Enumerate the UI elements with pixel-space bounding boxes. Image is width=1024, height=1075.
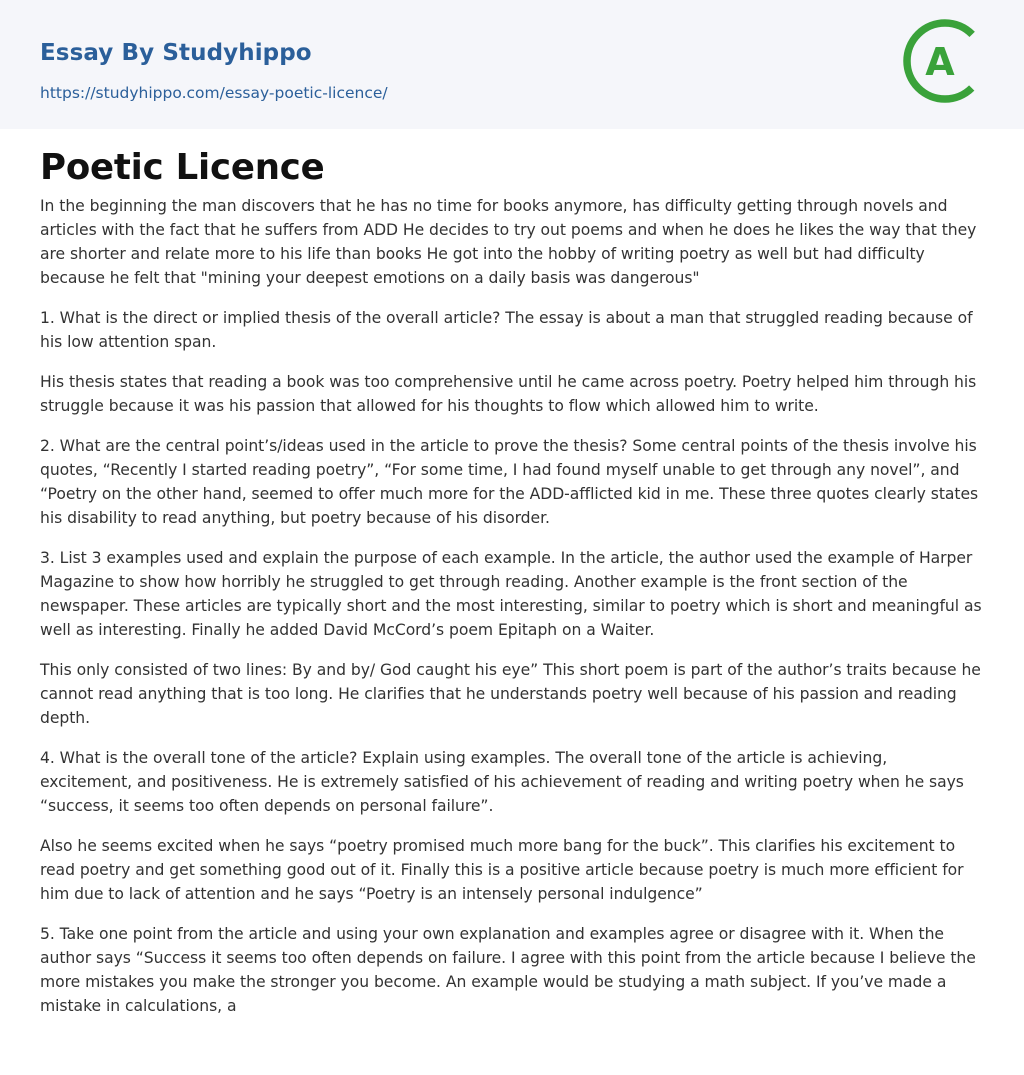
paragraph-intro: In the beginning the man discovers that he has no time for books anymore, has difficulty getting through novels and articles with the fact that he suffers from ADD He decides to try out poems and when he does he likes the way that they are shorter and relate more to his life than books He got into the hobby of writing poetry as well but had difficulty because he felt that "mining your deepest emotions on a daily basis was dangerous" <box>40 197 977 287</box>
paragraph-question-2: 2. What are the central point’s/ideas used in the article to prove the thesis? Some central points of the thesis involve his quotes, “Recently I started reading poetry”, “For some time, I had found myself unable to get through any novel”, and “Poetry on the other hand, seemed to offer much more for the ADD-afflicted kid in me. These three quotes clearly states his disability to read anything, but poetry because of his disorder. <box>40 437 979 527</box>
logo-letter: A <box>925 40 955 84</box>
site-header <box>0 0 1024 129</box>
article-body <box>40 146 984 1034</box>
site-title[interactable]: Essay By Studyhippo <box>40 40 312 66</box>
paragraph-question-4: 4. What is the overall tone of the article? Explain using examples. The overall tone of the article is achieving, excitement, and positiveness. He is extremely satisfied of his achievement of reading and writing poetry when he says “success, it seems too often depends on personal failure”. <box>40 749 964 815</box>
paragraph-question-5: 5. Take one point from the article and using your own explanation and examples agree or disagree with it. When the author says “Success it seems too often depends on failure. I agree with this point from the article because I believe the more mistakes you make the stronger you become. An example would be studying a math subject. If you’ve made a mistake in calculations, a <box>40 925 976 1015</box>
paragraph-question-1: 1. What is the direct or implied thesis of the overall article? The essay is about a man that struggled reading because of his low attention span. <box>40 309 973 351</box>
paragraph-excitement: Also he seems excited when he says “poetry promised much more bang for the buck”. This clarifies his excitement to read poetry and get something good out of it. Finally this is a positive article because poetry is much more efficient for him due to lack of attention and he says “Poetry is an intensely personal indulgence” <box>40 837 964 903</box>
page-title: Poetic Licence <box>40 147 325 188</box>
paragraph-question-3: 3. List 3 examples used and explain the purpose of each example. In the article, the author used the example of Harper Magazine to show how horribly he struggled to get through reading. Another example is the front section of the newspaper. These articles are typically short and the most interesting, similar to poetry which is short and meaningful as well as interesting. Finally he added David McCord’s poem Epitaph on a Waiter. <box>40 549 982 639</box>
paragraph-epitaph: This only consisted of two lines: By and by/ God caught his eye” This short poem is part of the author’s traits because he cannot read anything that is too long. He clarifies that he understands poetry well because of his passion and reading depth. <box>40 661 981 727</box>
source-url-link[interactable]: https://studyhippo.com/essay-poetic-licence/ <box>40 84 388 102</box>
paragraph-thesis: His thesis states that reading a book was too comprehensive until he came across poetry. Poetry helped him through his struggle because it was his passion that allowed for his thoughts to flow which allowed him to write. <box>40 373 977 415</box>
studyhippo-logo-icon[interactable] <box>902 18 988 104</box>
